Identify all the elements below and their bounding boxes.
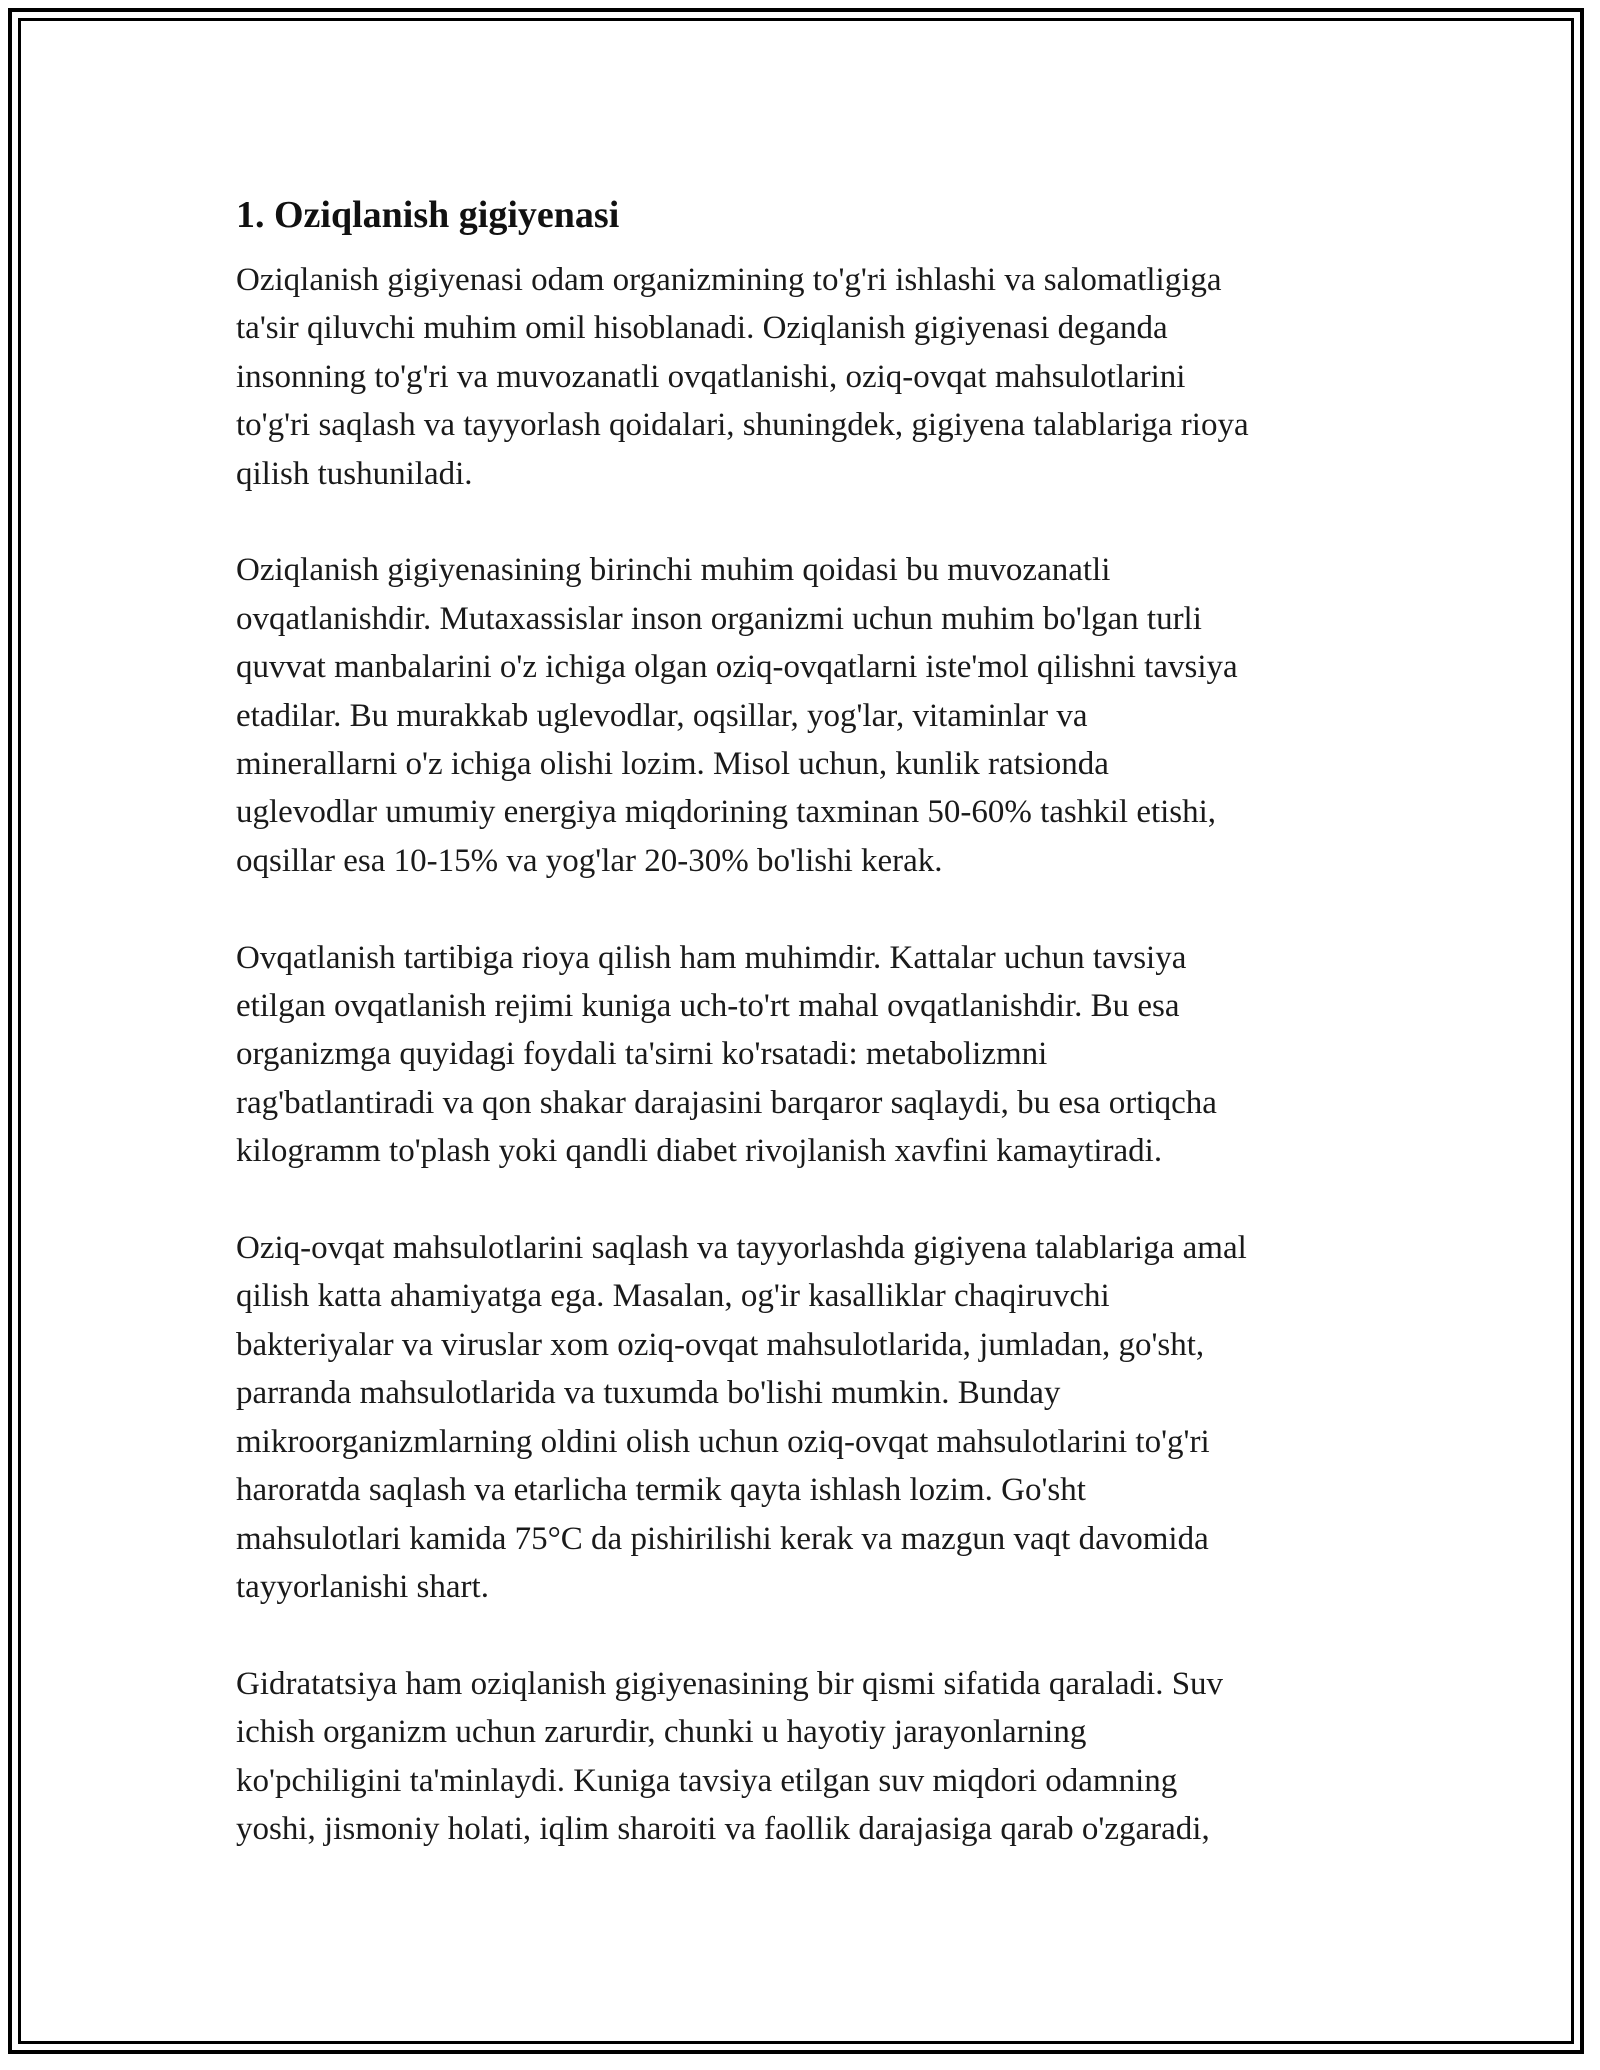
text-line: quvvat manbalarini o'z ichiga olgan oziq-ovqatlarni iste'mol qilishni tavsiya (236, 649, 1238, 686)
text-line: Oziq-ovqat mahsulotlarini saqlash va tayyorlashda gigiyena talablariga amal (236, 1230, 1247, 1267)
text-line: tayyorlanishi shart. (236, 1568, 489, 1605)
text-line: oqsillar esa 10-15% va yog'lar 20-30% bo'lishi kerak. (236, 842, 943, 879)
text-line: uglevodlar umumiy energiya miqdorining taxminan 50-60% tashkil etishi, (236, 794, 1217, 831)
text-line: etilgan ovqatlanish rejimi kuniga uch-to'rt mahal ovqatlanishdir. Bu esa (236, 988, 1180, 1025)
text-line: to'g'ri saqlash va tayyorlash qoidalari, shuningdek, gigiyena talablariga rioya (236, 407, 1249, 444)
text-line: Oziqlanish gigiyenasi odam organizmining to'g'ri ishlashi va salomatligiga (236, 262, 1222, 298)
paragraph-hydration (236, 1660, 1376, 1854)
text-line: Gidratatsiya ham oziqlanish gigiyenasining bir qismi sifatida qaraladi. Suv (236, 1665, 1224, 1702)
text-line: Ovqatlanish tartibiga rioya qilish ham muhimdir. Kattalar uchun tavsiya (236, 939, 1187, 976)
text-line: mikroorganizmlarning oldini olish uchun oziq-ovqat mahsulotlarini to'g'ri (236, 1423, 1210, 1460)
section-heading: 1. Oziqlanish gigiyenasi (236, 194, 620, 236)
text-line: parranda mahsulotlarida va tuxumda bo'lishi mumkin. Bunday (236, 1375, 1061, 1412)
text-line: bakteriyalar va viruslar xom oziq-ovqat mahsulotlarida, jumladan, go'sht, (236, 1326, 1205, 1363)
text-line: ichish organizm uchun zarurdir, chunki u hayotiy jarayonlarning (236, 1714, 1087, 1751)
text-line: yoshi, jismoniy holati, iqlim sharoiti va faollik darajasiga qarab o'zgaradi, (236, 1810, 1210, 1847)
text-line: kilogramm to'plash yoki qandli diabet rivojlanish xavfini kamaytiradi. (236, 1133, 1163, 1170)
text-line: ko'pchiligini ta'minlaydi. Kuniga tavsiya etilgan suv miqdori odamning (236, 1762, 1178, 1799)
text-line: organizmga quyidagi foydali ta'sirni ko'rsatadi: metabolizmni (236, 1036, 1048, 1073)
text-line: qilish katta ahamiyatga ega. Masalan, og'ir kasalliklar chaqiruvchi (236, 1278, 1110, 1315)
text-line: insonning to'g'ri va muvozanatli ovqatlanishi, oziq-ovqat mahsulotlarini (236, 358, 1186, 395)
text-line: mahsulotlari kamida 75°C da pishirilishi kerak va mazgun vaqt davomida (236, 1520, 1209, 1557)
text-line: qilish tushuniladi. (236, 455, 473, 492)
text-line: ta'sir qiluvchi muhim omil hisoblanadi. Oziqlanish gigiyenasi deganda (236, 310, 1168, 347)
text-line: minerallarni o'z ichiga olishi lozim. Misol uchun, kunlik ratsionda (236, 746, 1109, 783)
text-line: ovqatlanishdir. Mutaxassislar inson organizmi uchun muhim bo'lgan turli (236, 600, 1202, 637)
text-line: haroratda saqlash va etarlicha termik qayta ishlash lozim. Go'sht (236, 1472, 1086, 1509)
paragraph-balanced-diet (236, 546, 1376, 885)
paragraph-food-storage (236, 1224, 1376, 1611)
text-line: etadilar. Bu murakkab uglevodlar, oqsillar, yog'lar, vitaminlar va (236, 697, 1088, 734)
text-line: rag'batlantiradi va qon shakar darajasini barqaror saqlaydi, bu esa ortiqcha (236, 1084, 1217, 1121)
document-body (236, 180, 1376, 1902)
paragraph-meal-schedule (236, 934, 1376, 1176)
paragraph-intro (236, 256, 1376, 498)
text-line: Oziqlanish gigiyenasining birinchi muhim qoidasi bu muvozanatli (236, 552, 1111, 589)
